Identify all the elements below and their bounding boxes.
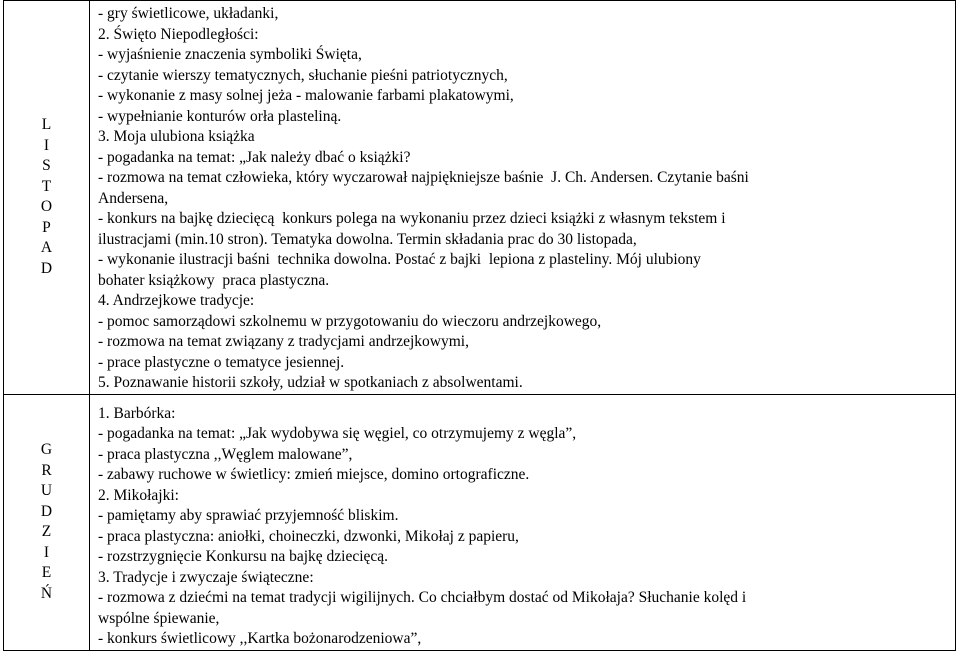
month-letter: O [40, 198, 53, 216]
month-letter: I [43, 543, 50, 561]
activity-line: - zabawy ruchowe w świetlicy: zmień miejsce, domino ortograficzne. [98, 466, 530, 483]
month-letter: D [40, 502, 53, 520]
activity-line: - konkurs świetlicowy ,,Kartka bożonarodzeniowa”, [98, 630, 422, 647]
month-letter: Ń [40, 584, 53, 602]
activity-line: 4. Andrzejkowe tradycje: [98, 292, 255, 309]
month-letter: U [40, 482, 53, 499]
activity-line: - konkurs na bajkę dziecięcą konkurs polega na wykonaniu przez dzieci książki z własnym tekstem i [98, 210, 726, 227]
month-name-vertical [41, 440, 52, 604]
activity-line: 2. Mikołajki: [98, 486, 179, 504]
activity-line: - pomoc samorządowi szkolnemu w przygotowaniu do wieczoru andrzejkowego, [98, 312, 602, 330]
month-letter: A [40, 239, 53, 257]
month-cell-listopad [4, 1, 90, 395]
activity-line: - wypełnianie konturów orła plasteliną. [98, 107, 342, 125]
activity-line: 5. Poznawanie historii szkoły, udział w spotkaniach z absolwentami. [98, 374, 523, 391]
activity-line: wspólne śpiewanie, [98, 609, 220, 627]
activities-cell-listopad [90, 1, 956, 395]
activity-line: - pamiętamy aby sprawiać przyjemność bliskim. [98, 507, 399, 524]
month-letter: E [41, 564, 52, 581]
month-letter: I [43, 136, 50, 154]
activity-line: - wykonanie ilustracji baśni technika dowolna. Postać z bajki lepiona z plasteliny. Mój ulubiony [98, 251, 701, 268]
activities-cell-grudzien [90, 394, 956, 650]
month-letter: R [41, 461, 52, 479]
month-letter: P [42, 218, 51, 236]
activity-line: 3. Tradycje i zwyczaje świąteczne: [98, 568, 314, 586]
activity-line: 3. Moja ulubiona książka [98, 128, 255, 145]
activity-line: - wyjaśnienie znaczenia symboliki Święta, [98, 46, 362, 63]
month-letter: Z [41, 523, 52, 540]
activity-line: - gry świetlicowe, układanki, [98, 5, 279, 22]
activity-line: 2. Święto Niepodległości: [98, 25, 259, 43]
activity-line: 1. Barbórka: [98, 404, 176, 422]
activity-line: - wykonanie z masy solnej jeża - malowanie farbami plakatowymi, [98, 87, 514, 104]
month-letter: S [42, 157, 51, 175]
month-letter: D [40, 259, 53, 277]
table-row-listopad [4, 1, 956, 395]
table-row-grudzien [4, 394, 956, 650]
activity-line: Andersena, [98, 189, 169, 207]
activity-plan-table [3, 0, 956, 651]
activity-line: - rozmowa na temat człowieka, który wyczarował najpiękniejsze baśnie J. Ch. Andersen. Czytanie baśni [98, 169, 749, 186]
activity-line: - rozmowa na temat związany z tradycjami andrzejkowymi, [98, 333, 469, 350]
month-name-vertical [41, 115, 52, 279]
activity-line: - praca plastyczna: aniołki, choineczki, dzwonki, Mikołaj z papieru, [98, 527, 519, 545]
month-letter: G [40, 441, 53, 458]
activity-line: - pogadanka na temat: „Jak należy dbać o książki? [98, 148, 411, 166]
activity-line: bohater książkowy praca plastyczna. [98, 271, 330, 289]
activity-line: - praca plastyczna ,,Węglem malowane”, [98, 445, 353, 463]
activity-line: - rozstrzygnięcie Konkursu na bajkę dziecięcą. [98, 548, 389, 565]
activity-line: - pogadanka na temat: „Jak wydobywa się węgiel, co otrzymujemy z węgla”, [98, 425, 577, 442]
month-letter: L [41, 116, 52, 134]
activity-line: - rozmowa z dziećmi na temat tradycji wigilijnych. Co chciałbym dostać od Mikołaja? Słuchanie kolęd i [98, 589, 747, 606]
month-cell-grudzien [4, 394, 90, 650]
activity-line: - prace plastyczne o tematyce jesiennej. [98, 353, 345, 371]
month-letter: T [41, 177, 52, 195]
activity-line: - czytanie wierszy tematycznych, słuchanie pieśni patriotycznych, [98, 66, 508, 84]
activity-line: ilustracjami (min.10 stron). Tematyka dowolna. Termin składania prac do 30 listopada, [98, 230, 637, 248]
